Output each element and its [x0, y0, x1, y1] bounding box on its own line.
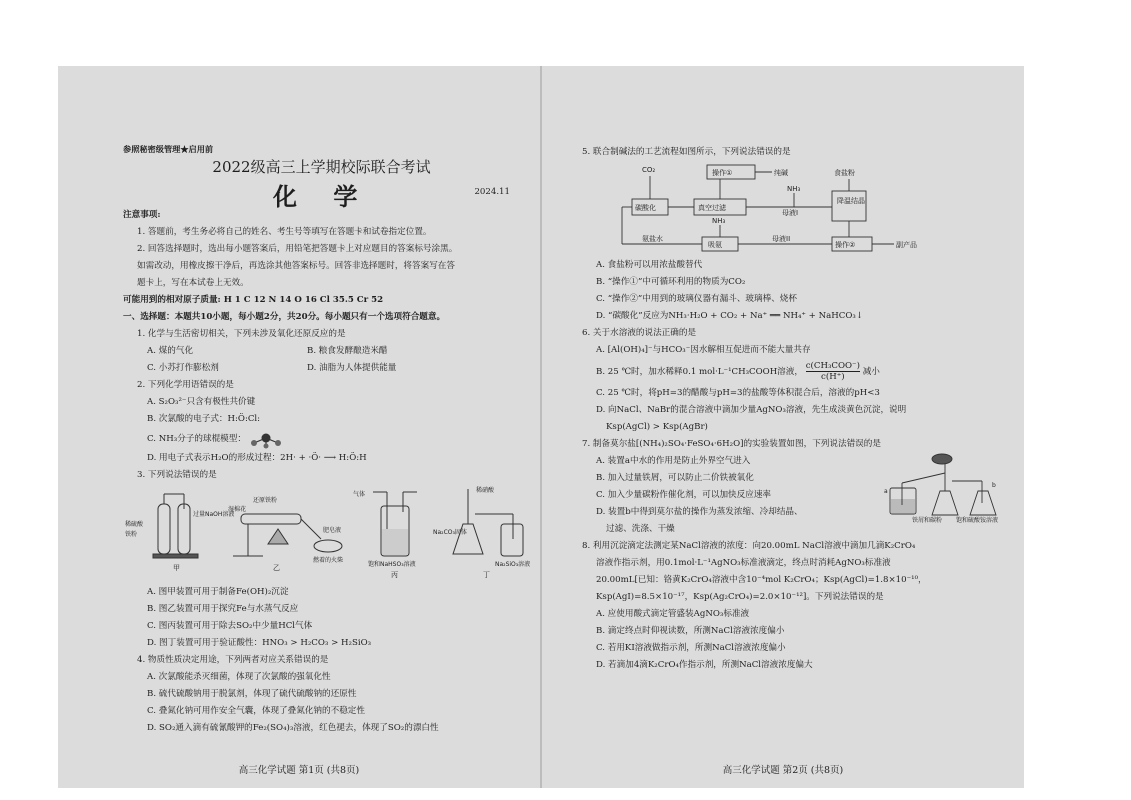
q5-option-b: B. “操作①”中可循环利用的物质为CO₂ [596, 277, 746, 287]
flow-label: 操作① [712, 169, 733, 177]
q1-option-c: C. 小苏打作膨松剂 [147, 363, 219, 373]
flow-label: NH₃ [787, 185, 801, 193]
page-footer: 高三化学试题 第2页 (共8页) [722, 765, 844, 776]
q3-option-a: A. 图甲装置可用于制备Fe(OH)₂沉淀 [147, 587, 289, 597]
flow-label: 真空过滤 [698, 204, 726, 212]
q3-label: Na₂CO₃固体 [433, 529, 467, 536]
q3-fig-name: 丁 [483, 571, 490, 579]
scanned-sheet [58, 66, 1024, 788]
q5-option-a: A. 食盐粉可以用浓盐酸替代 [596, 260, 703, 270]
section-title: 一、选择题：本题共10小题，每小题2分，共20分。每小题只有一个选项符合题意。 [123, 312, 446, 322]
q3-option-c: C. 图丙装置可用于除去SO₂中少量HCl气体 [147, 621, 313, 631]
note-line: 2. 回答选择题时，选出每小题答案后，用铅笔把答题卡上对应题目的答案标号涂黑。 [137, 244, 458, 254]
subject-title: 化 学 [273, 182, 372, 211]
q3-label: 气体 [353, 491, 366, 498]
q2-option-b: B. 次氯酸的电子式：H:Ö:Cl: [147, 414, 261, 424]
page-1 [58, 66, 540, 788]
q3-option-b: B. 图乙装置可用于探究Fe与水蒸气反应 [147, 604, 299, 614]
q4-option-d: D. SO₂通入滴有硫氰酸钾的Fe₂(SO₄)₃溶液，红色褪去，体现了SO₂的漂白性 [147, 723, 439, 733]
q3-label: 还原铁粉 [253, 497, 278, 504]
q6-option-a: A. [Al(OH)₄]⁻与HCO₃⁻因水解相互促进而不能大量共存 [596, 345, 811, 355]
flow-label: 吸氨 [708, 241, 722, 249]
q7-label: a [884, 488, 888, 495]
note-line: 题卡上，写在本试卷上无效。 [137, 278, 249, 288]
q8-stem: 8. 利用沉淀滴定法测定某NaCl溶液的浓度：向20.00mL NaCl溶液中滴加几滴K₂CrO₄ [582, 541, 916, 551]
q3-label: 过量NaOH溶液 [193, 511, 235, 518]
q2-option-c: C. NH₃分子的球棍模型： [147, 434, 246, 444]
q6-option-d: D. 向NaCl、NaBr的混合溶液中滴加少量AgNO₃溶液，先生成淡黄色沉淀，说明 [596, 405, 907, 415]
flow-label: 食盐粉 [834, 169, 855, 177]
flow-label: 碳酸化 [635, 204, 656, 212]
q3-label: 燃着的火柴 [313, 557, 344, 564]
q4-option-a: A. 次氯酸能杀灭细菌，体现了次氯酸的强氧化性 [147, 672, 331, 682]
q4-stem: 4. 物质性质决定用途，下列两者对应关系错误的是 [137, 655, 329, 665]
q7-label: b [992, 482, 996, 489]
q8-stem-cont: Ksp(AgI)=8.5×10⁻¹⁷，Ksp(Ag₂CrO₄)=2.0×10⁻¹²]。下列说法错误的是 [596, 592, 884, 602]
q2-stem: 2. 下列化学用语错误的是 [137, 380, 234, 390]
q7-option-a: A. 装置a中水的作用是防止外界空气进入 [596, 456, 751, 466]
q2-option-d: D. 用电子式表示H₂O的形成过程：2H· + ·Ö· ⟶ H:Ö:H [147, 453, 367, 463]
q8-option-a: A. 应使用酸式滴定管盛装AgNO₃标准液 [596, 609, 750, 619]
q6-option-b: B. 25 ℃时，加水稀释0.1 mol·L⁻¹CH₃COOH溶液， [596, 367, 803, 377]
q8-stem-cont: 20.00mL[已知：铬黄K₂CrO₄溶液中含10⁻⁴mol K₂CrO₄；Ksp(AgCl)=1.8×10⁻¹⁰， [596, 575, 927, 585]
q5-option-d: D. “碳酸化”反应为NH₃·H₂O + CO₂ + Na⁺ ══ NH₄⁺ + NaHCO₃↓ [596, 311, 864, 321]
q6-option-b-tail: 减小 [862, 367, 880, 377]
q6-option-c: C. 25 ℃时，将pH=3的醋酸与pH=3的盐酸等体积混合后，溶液的pH<3 [596, 388, 880, 398]
q3-label: 铁粉 [125, 531, 138, 538]
q1-stem: 1. 化学与生活密切相关，下列未涉及氧化还原反应的是 [137, 329, 346, 339]
q3-fig-name: 乙 [273, 564, 280, 572]
flow-label: CO₂ [642, 166, 656, 174]
q5-stem: 5. 联合制碱法的工艺流程如图所示，下列说法错误的是 [582, 147, 791, 157]
note-line: 如需改动，用橡皮擦干净后，再选涂其他答案标号。回答非选择题时，将答案写在答 [137, 261, 455, 271]
q7-stem: 7. 制备莫尔盐[(NH₄)₂SO₄·FeSO₄·6H₂O]的实验装置如图，下列说法错误的是 [582, 439, 881, 449]
q3-fig-name: 甲 [173, 564, 180, 572]
q1-option-d: D. 油脂为人体提供能量 [307, 363, 397, 373]
q3-option-d: D. 图丁装置可用于验证酸性：HNO₃ > H₂CO₃ > H₂SiO₃ [147, 638, 372, 648]
notes-title: 注意事项: [123, 210, 161, 220]
q3-stem: 3. 下列说法错误的是 [137, 470, 217, 480]
q4-option-c: C. 叠氮化钠可用作安全气囊，体现了叠氮化钠的不稳定性 [147, 706, 365, 716]
flow-label: 副产品 [896, 241, 917, 249]
q2-option-a: A. S₂O₃²⁻只含有极性共价键 [147, 397, 256, 407]
q8-option-c: C. 若用KI溶液做指示剂，所测NaCl溶液浓度偏小 [596, 643, 786, 653]
flow-label: 母液I [782, 209, 799, 217]
exam-title: 2022级高三上学期校际联合考试 [212, 158, 431, 176]
q6-stem: 6. 关于水溶液的说法正确的是 [582, 328, 697, 338]
q7-label: 饱和硫酸铵溶液 [956, 517, 999, 524]
q8-stem-cont: 溶液作指示剂，用0.1mol·L⁻¹AgNO₃标准液滴定，终点时消耗AgNO₃标准液 [596, 558, 891, 568]
q3-label: Na₂SiO₃溶液 [495, 561, 531, 568]
q8-option-b: B. 滴定终点时仰视读数，所测NaCl溶液浓度偏小 [596, 626, 785, 636]
q7-option-d-cont: 过滤、洗涤、干燥 [606, 524, 675, 534]
q1-option-b: B. 粮食发酵酿造米醋 [307, 346, 388, 356]
atomic-masses: 可能用到的相对原子质量: H 1 C 12 N 14 O 16 Cl 35.5 Cr 52 [123, 295, 384, 305]
flow-label: 操作② [835, 241, 856, 249]
note-line: 1. 答题前，考生务必将自己的姓名、考生号等填写在答题卡和试卷指定位置。 [137, 227, 432, 237]
q3-label: 湿棉花 [228, 506, 247, 513]
q3-label: 稀硝酸 [476, 487, 495, 494]
flow-label: 母液II [772, 235, 791, 243]
q3-label: 稀硫酸 [125, 521, 144, 528]
q7-label: 铁屑和碳粉 [912, 517, 943, 524]
q6-option-d-cont: Ksp(AgCl) > Ksp(AgBr) [606, 422, 708, 432]
q6-fraction-denominator: c(H⁺) [821, 372, 845, 382]
q3-label: 肥皂液 [323, 527, 342, 534]
secret-level: 参照秘密级管理★启用前 [123, 144, 214, 154]
q5-option-c: C. “操作②”中用到的玻璃仪器有漏斗、玻璃棒、烧杯 [596, 294, 797, 304]
q3-apparatus-figure [123, 484, 531, 584]
q1-option-a: A. 煤的气化 [147, 346, 194, 356]
q7-option-b: B. 加入过量铁屑，可以防止二价铁被氧化 [596, 473, 754, 483]
flow-label: 纯碱 [774, 169, 788, 177]
q7-option-c: C. 加入少量碳粉作催化剂，可以加快反应速率 [596, 490, 772, 500]
nh3-ball-stick-icon [249, 430, 283, 448]
q8-option-d: D. 若滴加4滴K₂CrO₄作指示剂，所测NaCl溶液浓度偏大 [596, 660, 813, 670]
q4-option-b: B. 硫代硫酸钠用于脱氯剂，体现了硫代硫酸钠的还原性 [147, 689, 357, 699]
flow-label: 氨盐水 [642, 235, 663, 243]
q7-option-d: D. 装置b中得到莫尔盐的操作为蒸发浓缩、冷却结晶、 [596, 507, 803, 517]
q3-fig-name: 丙 [391, 571, 398, 579]
exam-date: 2024.11 [474, 187, 510, 197]
flow-label: 降温结晶 [837, 197, 865, 205]
q5-flowchart [602, 161, 1022, 257]
q7-apparatus-figure [882, 453, 1002, 523]
q6-fraction-numerator: c(CH₃COO⁻) [805, 361, 860, 371]
flow-label: NH₃ [712, 217, 726, 225]
q3-label: 饱和NaHSO₃溶液 [368, 561, 416, 568]
page-2 [542, 66, 1024, 788]
page-footer: 高三化学试题 第1页 (共8页) [238, 765, 360, 776]
